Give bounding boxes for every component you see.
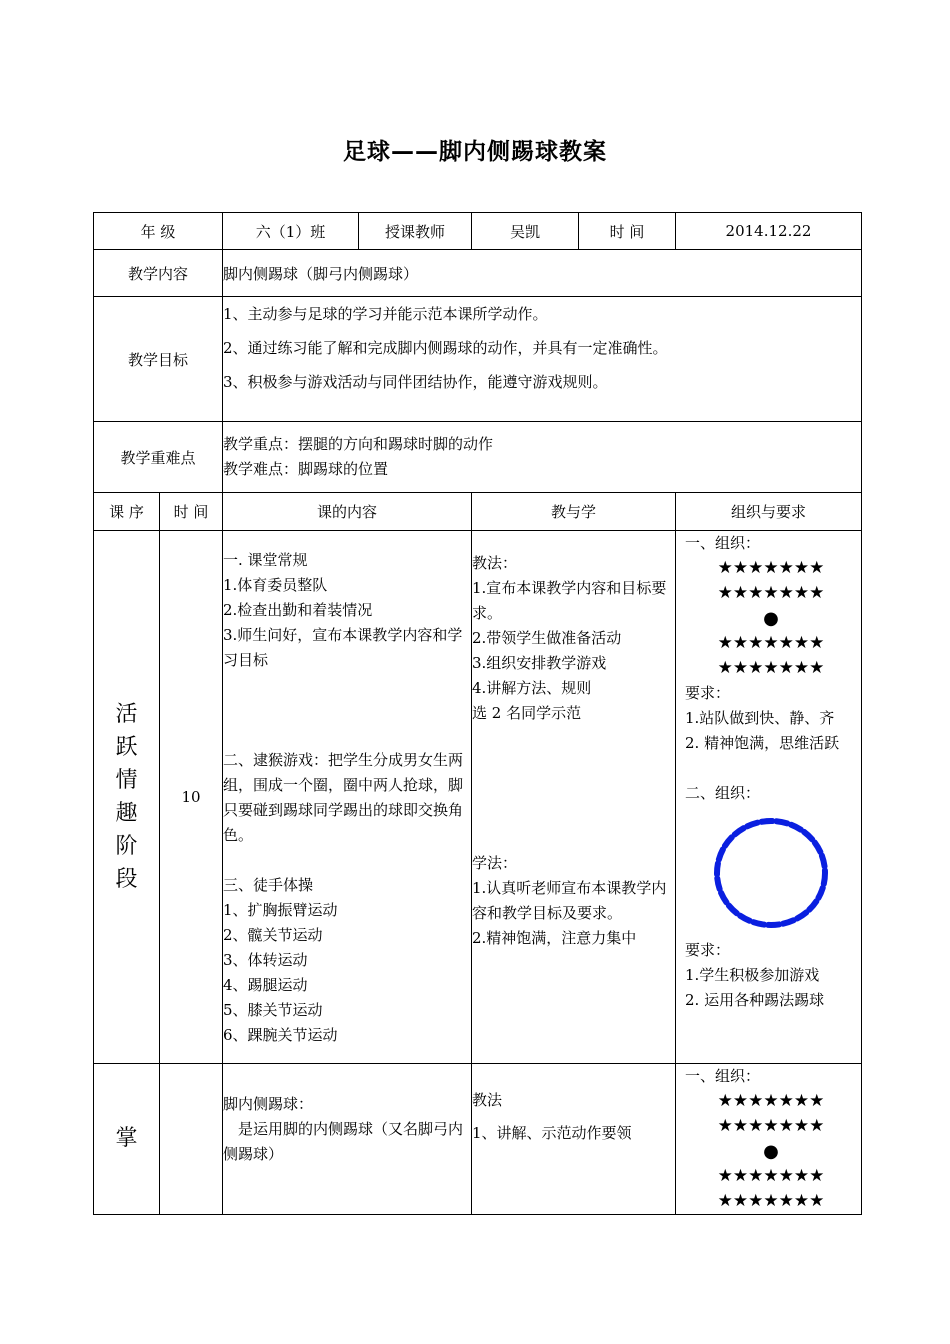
student-stars-row: ★★★★★★★ (717, 658, 825, 678)
stage1-time: 10 (160, 531, 223, 1064)
req-item: 2. 精神饱满，思维活跃 (685, 734, 840, 752)
student-stars-row: ★★★★★★★ (717, 633, 825, 653)
grade-value: 六（1）班 (223, 213, 359, 250)
org-label: 二、组织： (685, 784, 761, 802)
learn-line: 1.认真听老师宣布本课教学内容和教学目标及要求。 (472, 879, 667, 922)
teach-line: 2.带领学生做准备活动 (472, 629, 622, 647)
content-line: 6、踝腕关节运动 (223, 1026, 338, 1044)
game-circle-diagram (685, 814, 857, 932)
col-organize: 组织与要求 (676, 493, 862, 531)
stage1-name (94, 531, 160, 1064)
student-stars-row: ★★★★★★★ (717, 1166, 825, 1186)
stage1-content (223, 531, 472, 1064)
student-stars-row: ★★★★★★★ (717, 1116, 825, 1136)
content-body: 是运用脚的内侧踢球（又名脚弓内侧踢球） (223, 1120, 464, 1163)
org-label: 一、组织： (685, 1067, 761, 1085)
teach-line: 3.组织安排教学游戏 (472, 654, 607, 672)
teach-line: 4.讲解方法、规则 (472, 679, 592, 697)
learn-line: 学法： (472, 854, 518, 872)
goals-list (223, 297, 862, 422)
header-row (94, 213, 862, 250)
teach-line: 选 2 名同学示范 (472, 704, 582, 722)
teacher-value: 吴凯 (472, 213, 579, 250)
student-stars-row: ★★★★★★★ (717, 1091, 825, 1111)
goal-item: 1、主动参与足球的学习并能示范本课所学动作。 (223, 305, 548, 323)
req-item: 1.学生积极参加游戏 (685, 966, 820, 984)
content-line: 3.师生问好，宣布本课教学内容和学习目标 (223, 626, 463, 669)
stage2-char: 掌 (115, 1126, 138, 1151)
stage2-content (223, 1064, 472, 1215)
stage2-row (94, 1064, 862, 1215)
student-stars-row: ★★★★★★★ (717, 1191, 825, 1211)
learn-line: 2.精神饱满，注意力集中 (472, 929, 637, 947)
document-title: 足球——脚内侧踢球教案 (343, 139, 607, 165)
content-label: 教学内容 (94, 250, 223, 297)
stage2-teach (472, 1064, 676, 1215)
stage1-char: 趣 (115, 801, 138, 826)
content-line: 一. 课堂常规 (223, 551, 308, 569)
lesson-plan-table (93, 212, 862, 1215)
content-title: 脚内侧踢球： (223, 1095, 314, 1113)
stage1-teach-learn (472, 531, 676, 1064)
key-points-value (223, 422, 862, 493)
req-label: 要求： (685, 684, 731, 702)
content-line: 2.检查出勤和着装情况 (223, 601, 373, 619)
goals-label: 教学目标 (94, 297, 223, 422)
content-line: 2、髋关节运动 (223, 926, 323, 944)
col-content: 课的内容 (223, 493, 472, 531)
content-line: 三、徒手体操 (223, 876, 314, 894)
stage1-row (94, 531, 862, 1064)
col-order: 课 序 (94, 493, 160, 531)
col-teach-learn: 教与学 (472, 493, 676, 531)
content-line: 1.体育委员整队 (223, 576, 328, 594)
game-circle (709, 814, 833, 932)
col-time: 时 间 (160, 493, 223, 531)
content-paragraph: 二、逮猴游戏：把学生分成男女生两组，围成一个圈，圈中两人抢球，脚只要碰到踢球同学踢出的球即交换角色。 (223, 751, 464, 844)
date-value: 2014.12.22 (676, 213, 862, 250)
req-label: 要求： (685, 941, 731, 959)
content-row (94, 250, 862, 297)
stage2-time (160, 1064, 223, 1215)
stage1-char: 活 (115, 702, 138, 727)
req-item: 2. 运用各种踢法踢球 (685, 991, 825, 1009)
student-stars-row: ★★★★★★★ (717, 558, 825, 578)
student-stars-row: ★★★★★★★ (717, 583, 825, 603)
stage1-char: 跃 (115, 735, 138, 760)
org-label: 一、组织： (685, 534, 761, 552)
stage1-char: 情 (115, 768, 138, 793)
key-points-row (94, 422, 862, 493)
teacher-dot: ● (763, 1141, 779, 1162)
teacher-dot: ● (763, 608, 779, 629)
key-focus: 教学重点：摆腿的方向和踢球时脚的动作 (223, 435, 494, 453)
dashed-circle (717, 821, 825, 925)
teach-line: 教法： (472, 554, 518, 572)
content-line: 4、踢腿运动 (223, 976, 308, 994)
stage2-name (94, 1064, 160, 1215)
time-label: 时 间 (579, 213, 676, 250)
key-points-label: 教学重难点 (94, 422, 223, 493)
stage1-char: 阶 (115, 834, 138, 859)
grade-label: 年 级 (94, 213, 223, 250)
teach-line: 1.宣布本课教学内容和目标要求。 (472, 579, 667, 622)
goals-row (94, 297, 862, 422)
content-line: 3、体转运动 (223, 951, 308, 969)
stage1-char: 段 (115, 867, 138, 892)
stage2-organize (676, 1064, 862, 1215)
teach-item: 1、讲解、示范动作要领 (472, 1124, 632, 1142)
content-line: 5、膝关节运动 (223, 1001, 323, 1019)
column-header-row (94, 493, 862, 531)
key-difficulty: 教学难点：脚踢球的位置 (223, 460, 389, 478)
stage1-organize (676, 531, 862, 1064)
goal-item: 3、积极参与游戏活动与同伴团结协作，能遵守游戏规则。 (223, 373, 608, 391)
content-value: 脚内侧踢球（脚弓内侧踢球） (223, 250, 862, 297)
teacher-label: 授课教师 (359, 213, 472, 250)
content-line: 1、扩胸振臂运动 (223, 901, 338, 919)
teach-title: 教法 (472, 1091, 503, 1109)
req-item: 1.站队做到快、静、齐 (685, 709, 835, 727)
goal-item: 2、通过练习能了解和完成脚内侧踢球的动作，并具有一定准确性。 (223, 339, 668, 357)
